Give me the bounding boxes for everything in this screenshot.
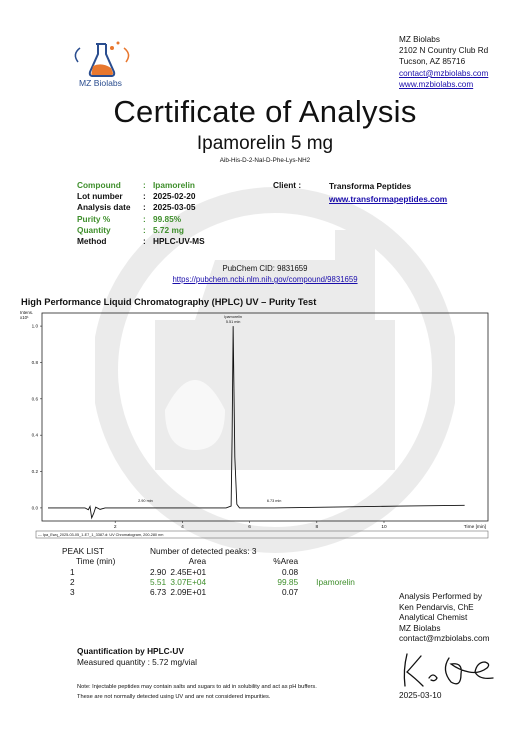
peak-pct: 0.08 xyxy=(282,566,299,577)
peak-index: 1 xyxy=(70,566,75,577)
quantification-block xyxy=(77,646,197,667)
pubchem-link[interactable]: https://pubchem.ncbi.nlm.nih.gov/compound/9831659 xyxy=(172,275,358,284)
info-row-lot: Lot number : 2025-02-20 xyxy=(77,191,196,202)
footnote xyxy=(77,682,317,702)
company-name: MZ Biolabs xyxy=(399,35,440,44)
info-key: Analysis date xyxy=(77,202,131,213)
page-title: Certificate of Analysis xyxy=(113,94,417,129)
info-value: 99.85% xyxy=(153,213,182,224)
info-row-date: Analysis date : 2025-03-05 xyxy=(77,202,196,213)
peak-name: Ipamorelin xyxy=(316,576,355,587)
peak-area: 2.09E+01 xyxy=(170,587,207,598)
peak-pct: 99.85 xyxy=(277,576,299,587)
x-axis-label: Time [min] xyxy=(463,525,486,530)
product-name: Ipamorelin 5 mg xyxy=(196,133,334,154)
info-value: 5.72 mg xyxy=(153,224,184,235)
x-tick-label: 8 xyxy=(315,525,319,530)
flask-logo-icon xyxy=(66,40,140,80)
info-table xyxy=(77,180,205,247)
legend-text: --- Ipa_Ewq_2025-03-05_1-E7_1_3387.d: UV Chromatogram, 200-280 nm xyxy=(38,533,164,537)
analyst-email: contact@mzbiolabs.com xyxy=(399,633,490,644)
peak-area: 2.45E+01 xyxy=(170,566,207,577)
info-row-compound: Compound : Ipamorelin xyxy=(77,180,195,190)
peak-label: 5.51 min xyxy=(225,320,241,325)
col-time: Time (min) xyxy=(76,556,116,567)
series-line xyxy=(48,326,465,518)
info-key: Lot number xyxy=(77,191,123,202)
x-tick-label: 4 xyxy=(181,525,184,530)
peak-name xyxy=(316,587,355,597)
note-line-1: Note: Injectable peptides may contain salts and sugars to aid in solubility and act as pH buffers. xyxy=(77,684,317,690)
address-line-2: Tucson, AZ 85716 xyxy=(399,57,466,67)
info-key: Quantity xyxy=(77,224,111,235)
client-info xyxy=(329,180,447,206)
client-label: Client : xyxy=(273,180,302,190)
pubchem-block xyxy=(0,263,530,285)
client-name: Transforma Peptides xyxy=(329,181,412,191)
table-row xyxy=(62,567,355,577)
info-value: 2025-03-05 xyxy=(153,202,196,213)
y-tick-label: 0.4 xyxy=(31,432,38,438)
note-line-2: These are not normally detected using UV and are not considered impurities. xyxy=(77,694,271,700)
y-tick-label: 0.0 xyxy=(31,505,38,511)
info-row-purity: Purity % : 99.85% xyxy=(77,213,182,224)
plot-frame xyxy=(42,313,488,521)
email-link[interactable]: contact@mzbiolabs.com xyxy=(399,68,489,78)
peak-pct: 0.07 xyxy=(282,587,299,598)
peak-label: 6.73 min xyxy=(266,498,282,503)
table-row xyxy=(62,577,355,587)
pubchem-cid: PubChem CID: 9831659 xyxy=(222,264,308,273)
info-key: Method xyxy=(77,236,107,247)
analyst-title: Analytical Chemist xyxy=(399,612,468,623)
website-link[interactable]: www.mzbiolabs.com xyxy=(399,79,474,89)
y-axis-label: Intens. xyxy=(20,310,34,315)
signature-image xyxy=(399,648,499,690)
table-row xyxy=(62,587,355,597)
y-tick-label: 0.8 xyxy=(31,359,38,365)
info-row-quantity: Quantity : 5.72 mg xyxy=(77,224,184,235)
peak-list-title: PEAK LIST xyxy=(62,546,104,556)
x-tick-label: 10 xyxy=(381,525,387,530)
peak-index: 2 xyxy=(70,576,75,587)
info-value: HPLC-UV-MS xyxy=(153,236,205,247)
analyst-line: Analysis Performed by xyxy=(399,591,483,601)
address-line-1: 2102 N Country Club Rd xyxy=(399,46,489,56)
info-key: Compound xyxy=(77,180,121,190)
signature-date: 2025-03-10 xyxy=(399,690,442,700)
peak-time: 2.90 xyxy=(150,566,167,577)
peak-time: 6.73 xyxy=(150,587,167,598)
peak-name xyxy=(316,567,355,577)
peak-list xyxy=(62,546,355,597)
hplc-chromatogram xyxy=(18,307,490,539)
x-tick-label: 2 xyxy=(113,525,117,530)
quant-title: Quantification by HPLC-UV xyxy=(77,646,184,656)
info-value: 2025-02-20 xyxy=(153,191,196,202)
x-tick-label: 6 xyxy=(248,525,251,530)
analyst-block xyxy=(399,591,490,644)
analyst-company: MZ Biolabs xyxy=(399,622,441,633)
peptide-sequence: Aib-His-D-2-Nal-D-Phe-Lys-NH2 xyxy=(219,157,311,164)
col-area: Area xyxy=(188,556,207,567)
info-key: Purity % xyxy=(77,213,111,224)
y-tick-label: 1.0 xyxy=(31,323,38,329)
company-address xyxy=(399,34,488,90)
peak-label: Ipamorelin xyxy=(224,315,243,320)
analyst-name: Ken Pendarvis, ChE xyxy=(399,601,474,612)
peak-area: 3.07E+04 xyxy=(170,576,207,587)
quant-text: Measured quantity : 5.72 mg/vial xyxy=(77,656,197,667)
peak-index: 3 xyxy=(70,587,75,598)
info-row-method: Method : HPLC-UV-MS xyxy=(77,236,205,247)
peak-label: 2.90 min xyxy=(138,498,153,503)
info-value: Ipamorelin xyxy=(153,180,195,190)
y-tick-label: 0.2 xyxy=(31,469,38,475)
col-pct: %Area xyxy=(273,556,299,567)
hplc-title: High Performance Liquid Chromatography (HPLC) UV – Purity Test xyxy=(21,297,317,307)
logo-text: MZ Biolabs xyxy=(79,78,122,88)
client-link[interactable]: www.transformapeptides.com xyxy=(329,194,448,204)
y-tick-label: 0.6 xyxy=(31,396,38,402)
peak-time: 5.51 xyxy=(150,576,167,587)
y-axis-unit: x10¹ xyxy=(20,315,29,320)
peak-count: Number of detected peaks: 3 xyxy=(150,546,257,556)
